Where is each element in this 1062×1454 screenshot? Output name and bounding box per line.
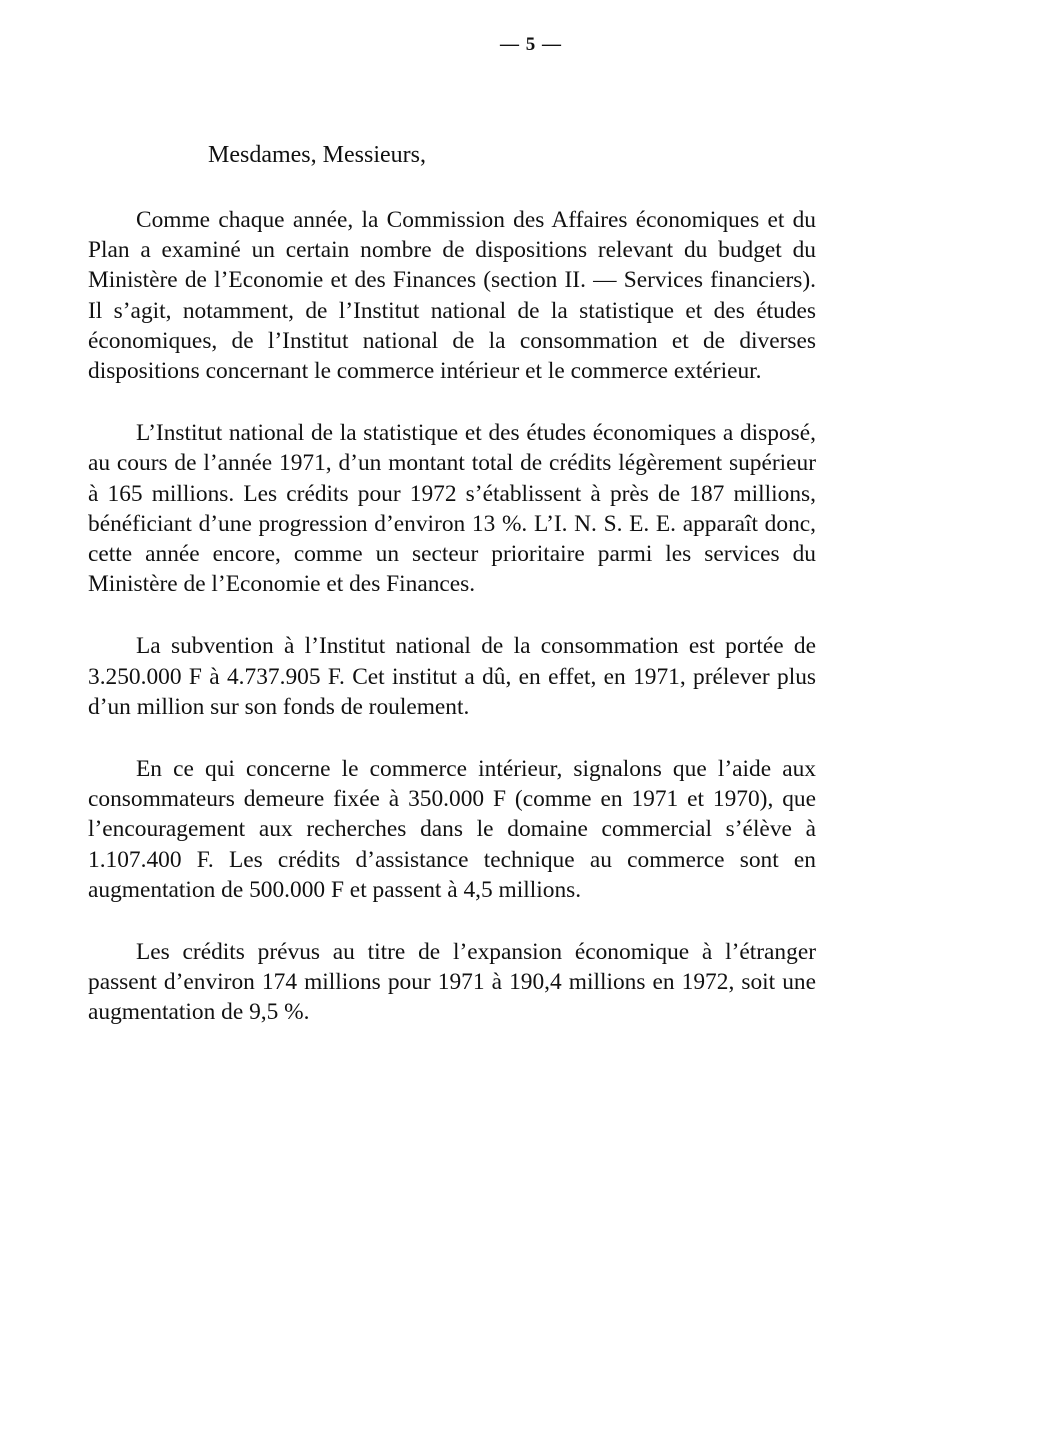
paragraph-commission-overview: Comme chaque année, la Commission des Affaires économiques et du Plan a examiné un certain nombre de dispositions relevant du budget du Ministère de l’Economie et des Finances (section II. — Services financiers). Il s’agit, notamment, de l’Institut national de la statistique et des études économiques, de l’Institut national de la consommation et de diverses dispositions concernant le commerce intérieur et le commerce extérieur. [88, 207, 816, 385]
paragraph-internal-commerce: En ce qui concerne le commerce intérieur, signalons que l’aide aux consommateurs demeure fixée à 350.000 F (comme en 1971 et 1970), que l’encouragement aux recherches dans le domaine commercial s’élève à 1.107.400 F. Les crédits d’assistance technique au commerce sont en augmentation de 500.000 F et passent à 4,5 millions. [88, 756, 816, 903]
body-text [88, 205, 816, 1060]
paragraph-consumption-institute: La subvention à l’Institut national de la consommation est portée de 3.250.000 F à 4.737.905 F. Cet institut a dû, en effet, en 1971, prélever plus d’un million sur son fonds de roulement. [88, 633, 816, 720]
salutation: Mesdames, Messieurs, [208, 142, 426, 168]
paragraph-insee-credits: L’Institut national de la statistique et des études économiques a disposé, au cours de l’année 1971, d’un montant total de crédits légèrement supérieur à 165 millions. Les crédits pour 1972 s’établissent à près de 187 millions, bénéficiant d’une progression d’environ 13 %. L’I. N. S. E. E. apparaît donc, cette année encore, comme un secteur prioritaire parmi les services du Ministère de l’Economie et des Finances. [88, 420, 816, 598]
page-number: — 5 — [500, 34, 562, 55]
paragraph-economic-expansion: Les crédits prévus au titre de l’expansion économique à l’étranger passent d’environ 174 millions pour 1971 à 190,4 millions en 1972, soit une augmentation de 9,5 %. [88, 939, 816, 1026]
